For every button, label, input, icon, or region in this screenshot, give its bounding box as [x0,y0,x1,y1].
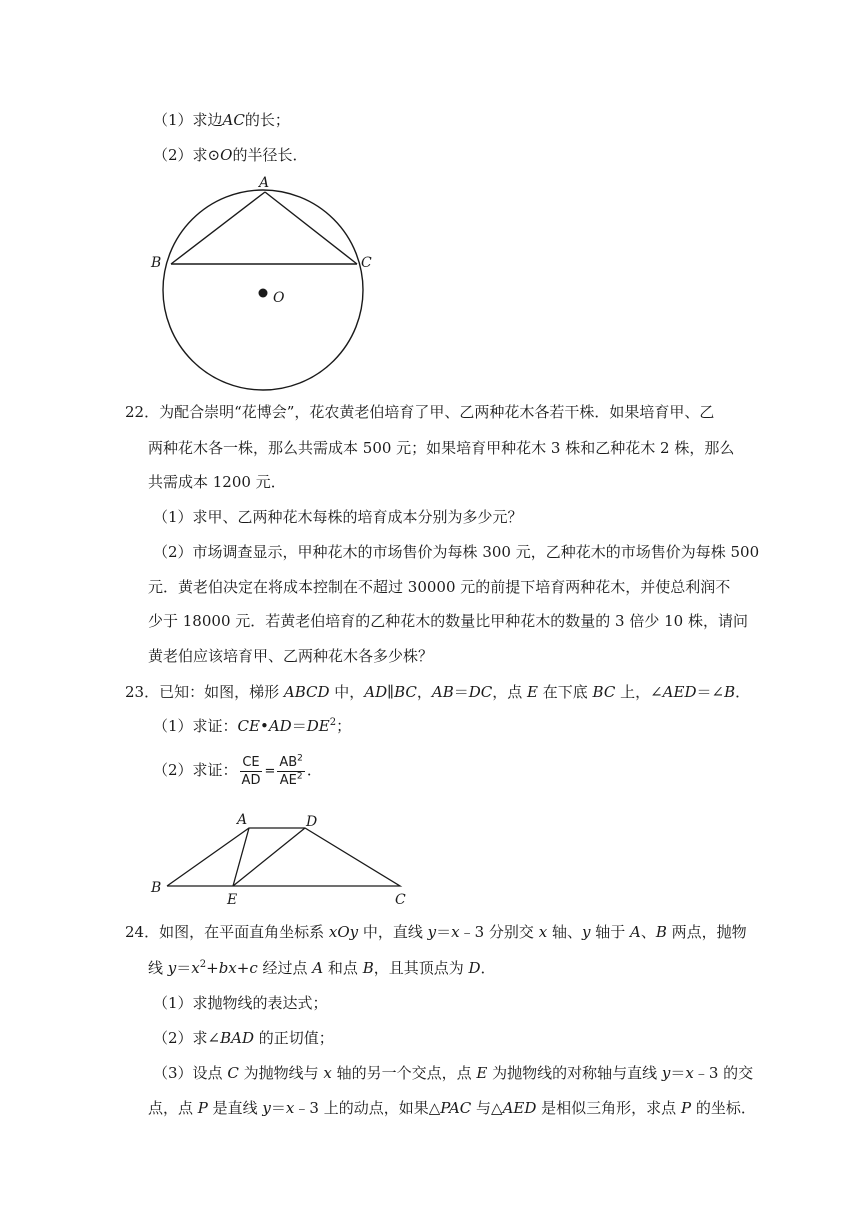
text: AB [279,754,298,770]
q23-line1 [125,682,750,702]
q22-line2: 两种花木各一株，那么共需成本 500 元；如果培育甲种花木 3 株和乙种花木 2 株，那么 [148,439,735,457]
var: x [285,1099,295,1117]
var: C [227,1064,239,1082]
var: AB [431,683,454,701]
text: ＝∠ [696,683,725,701]
q22-sub2-line3: 少于 18000 元．若黄老伯培育的乙种花木的数量比甲种花木的数量的 3 倍少 10 株，请问 [148,612,748,630]
text: ﹣3 上的动点，如果△ [294,1099,441,1117]
trapezoid-outline [167,828,400,886]
denominator: AD [241,772,261,788]
numerator: CE [240,754,263,772]
var: BC [394,683,417,701]
q21-circle-figure [145,172,385,402]
var: x [451,923,460,941]
var: y [167,959,177,977]
text: 的长； [244,111,290,129]
var: DE [306,717,330,735]
text: 的正切值； [254,1029,334,1047]
q24-line1 [125,922,747,942]
text: ． [480,959,496,977]
q22-sub2-line4: 黄老伯应该培育甲、乙两种花木各多少株？ [148,647,434,665]
var: B [655,923,667,941]
text: + [236,959,250,977]
q22-sub1: （1）求甲、乙两种花木每株的培育成本分别为多少元？ [153,508,523,526]
text: ＝ [436,923,452,941]
q23-sub2 [153,752,322,790]
text: 中， [329,683,365,701]
var: A [312,959,324,977]
label-c: C [361,255,372,271]
text: • [259,717,269,735]
text: ，点 [492,683,528,701]
label-e: E [227,892,238,908]
text: 是相似三角形，求点 [536,1099,681,1117]
text: ． [306,761,322,779]
var: y [262,1099,271,1117]
text: ﹣3 的交 [693,1064,754,1082]
q22-line1: 22．为配合崇明“花博会”，花农黄老伯培育了甲、乙两种花木各若干株．如果培育甲、乙 [125,403,715,421]
var: x [323,1064,332,1082]
text: 两点，抛物 [666,923,747,941]
q24-sub3-line1 [153,1063,753,1083]
var: B [724,683,736,701]
text: AE [279,772,297,788]
var: AED [662,683,697,701]
q24-sub2 [153,1028,334,1048]
text: ∥ [387,683,395,701]
text: 中，直线 [358,923,428,941]
text: 23．已知：如图，梯形 [125,683,284,701]
circle-symbol: ⊙ [207,146,221,164]
text: （2）求∠ [153,1029,221,1047]
text: ﹣3 分别交 [459,923,539,941]
var: D [468,959,481,977]
text: 为抛物线的对称轴与直线 [487,1064,662,1082]
var: y [427,923,437,941]
var: P [680,1099,692,1117]
text: 轴于 [590,923,630,941]
exponent: 2 [296,771,303,782]
text: （3）设点 [153,1064,228,1082]
text: ， [416,683,432,701]
var: x [538,923,548,941]
var: A [629,923,641,941]
q24-sub1: （1）求抛物线的表达式； [153,994,328,1012]
text: （1）求证： [153,717,238,735]
text: 、 [640,923,656,941]
var: bx [218,959,237,977]
var: x [685,1064,694,1082]
var: xOy [328,923,359,941]
var: AED [502,1099,537,1117]
label-d: D [306,814,318,830]
text: 与△ [471,1099,503,1117]
var: BAD [220,1029,255,1047]
denominator [277,772,305,789]
text: 轴、 [547,923,582,941]
exponent: 2 [297,753,303,764]
var: x [191,959,200,977]
var: DC [468,683,493,701]
q24-line2 [148,958,496,978]
label-o: O [273,290,285,306]
text: + [206,959,219,977]
text: 的半径长． [232,146,308,164]
var: AD [364,683,388,701]
text: ＝ [270,1099,286,1117]
text: 经过点 [257,959,313,977]
text: 点，点 [148,1099,198,1117]
segment-ae [233,828,249,886]
var: E [527,683,538,701]
text: ＝ [453,683,469,701]
text: 和点 [323,959,363,977]
exponent: 2 [199,959,207,970]
var: O [220,146,233,164]
fraction-ce-ad [240,754,263,789]
text: （1）求边 [153,111,223,129]
var: ABCD [283,683,330,701]
text: （2）求证： [153,761,238,779]
segment-de [233,828,305,886]
q22-sub2-line1: （2）市场调查显示，甲种花木的市场售价为每株 300 元，乙种花木的市场售价为每株 500 [153,543,760,561]
text: 为抛物线与 [238,1064,324,1082]
var: CE [237,717,260,735]
fraction-ab2-ae2 [277,754,305,789]
var: P [197,1099,208,1117]
label-a: A [237,812,248,828]
text: 的坐标． [691,1099,756,1117]
text: 在下底 [538,683,593,701]
var: B [362,959,374,977]
var: E [476,1064,488,1082]
center-dot [259,289,268,298]
label-b: B [151,255,162,271]
text: ＝ [176,959,192,977]
numerator [277,754,305,772]
q21-sub1 [153,110,290,130]
text: 24．如图，在平面直角坐标系 [125,923,329,941]
label-c: C [395,892,406,908]
text: 上，∠ [615,683,663,701]
var: PAC [440,1099,472,1117]
q21-sub2 [153,145,307,165]
text: 是直线 [207,1099,263,1117]
label-b: B [151,880,162,896]
text: ＝ [291,717,307,735]
text: ． [735,683,751,701]
text: （2）求 [153,146,208,164]
var: AD [268,717,292,735]
var: c [249,959,258,977]
text: ，且其顶点为 [373,959,469,977]
equals: = [264,764,276,779]
q23-sub1 [153,716,351,736]
label-a: A [259,175,270,191]
text: ＝ [670,1064,686,1082]
exponent: 2 [329,717,337,728]
q23-trapezoid-figure [145,808,415,908]
text: 线 [148,959,168,977]
var: y [581,923,591,941]
var: BC [592,683,616,701]
text: 轴的另一个交点，点 [331,1064,477,1082]
var: AC [222,111,245,129]
q22-sub2-line2: 元．黄老伯决定在将成本控制在不超过 30000 元的前提下培育两种花木，并使总利润不 [148,578,731,596]
var: y [661,1064,671,1082]
text: ； [336,717,352,735]
q22-line3: 共需成本 1200 元． [148,473,286,491]
q24-sub3-line2 [148,1098,756,1118]
